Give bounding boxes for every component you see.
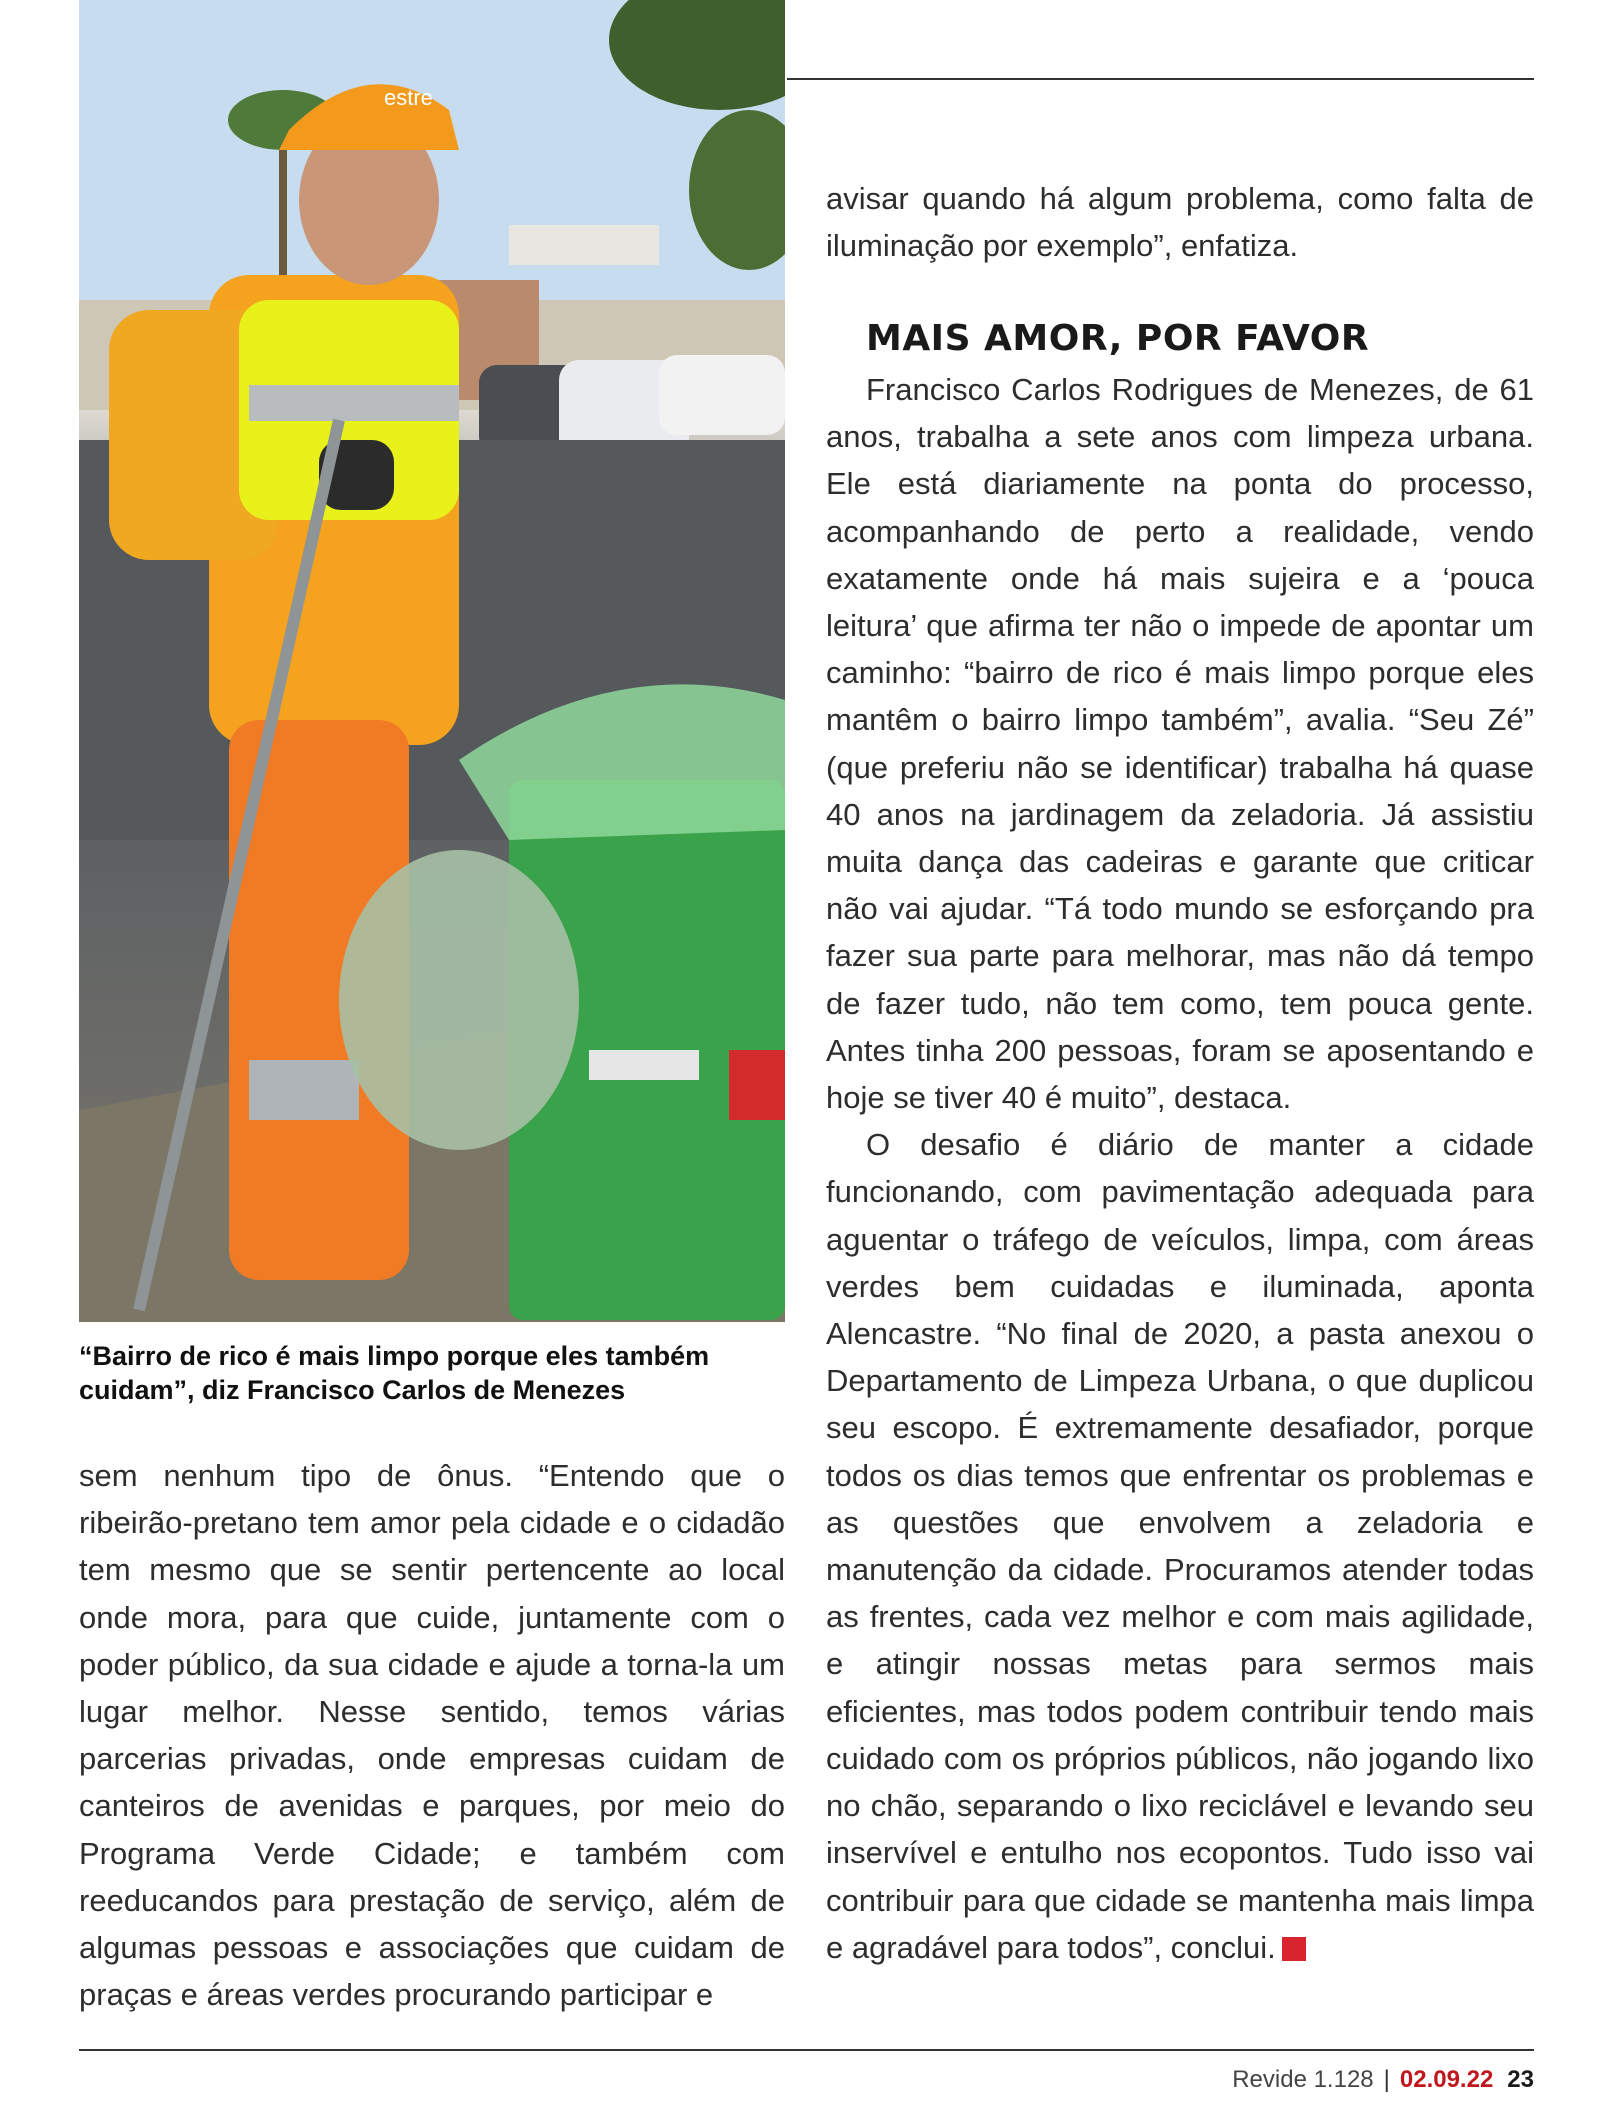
paragraph-2-text: O desafio é diário de manter a cidade funcionando, com pavimentação adequada para aguentar o tráfego de veículos, limpa, com áreas verdes bem cuidadas e iluminada, aponta Alencastre. “No final de 2020, a pasta anexou o Departamento de Limpeza Urbana, o que duplicou seu escopo. É extremamente desafiador, porque todos os dias temos que enfrentar os problemas e as questões que envolvem a zeladoria e manutenção da cidade. Procuramos atender todas as frentes, cada vez melhor e com mais agilidade, e atingir nossas metas para sermos mais eficientes, mas todos podem contribuir tendo mais cuidado com os próprios públicos, não jogando lixo no chão, separando o lixo reciclável e levando seu inservível e entulho nos ecopontos. Tudo isso vai contribuir para que cidade se mantenha mais limpa e agradável para todos”, conclui. [826, 1127, 1534, 1965]
right-column-continuation [826, 175, 1534, 269]
left-paragraph: sem nenhum tipo de ônus. “Entendo que o ribeirão-pretano tem amor pela cidade e o cidadão tem mesmo que se sentir pertencente ao local onde mora, para que cuide, juntamente com o poder público, da sua cidade e ajude a torna-la um lugar melhor. Nesse sentido, temos várias parcerias privadas, onde empresas cuidam de canteiros de avenidas e parques, por meio do Programa Verde Cidade; e também com reeducandos para prestação de serviço, além de algumas pessoas e associações que cuidam de praças e áreas verdes procurando participar e [79, 1458, 785, 2013]
page-number: 23 [1507, 2066, 1534, 2093]
cap-logo: estre [384, 85, 433, 110]
paragraph-1: Francisco Carlos Rodrigues de Menezes, de 61 anos, trabalha a sete anos com limpeza urbana. Ele está diariamente na ponta do processo, acompanhando de perto a realidade, vendo exatamente onde há mais sujeira e a ‘pouca leitura’ que afirma ter não o impede de apontar um caminho: “bairro de rico é mais limpo porque eles mantêm o bairro limpo também”, avalia. “Seu Zé” (que preferiu não se identificar) trabalha há quase 40 anos na jardinagem da zeladoria. Já assistiu muita dança das cadeiras e garante que criticar não vai ajudar. “Tá todo mundo se esforçando pra fazer sua parte para melhorar, mas não dá tempo de fazer tudo, não tem como, tem pouca gente. Antes tinha 200 pessoas, foram se aposentando e hoje se tiver 40 é muito”, destaca. [826, 372, 1534, 1116]
issue-date: 02.09.22 [1399, 2066, 1494, 2093]
photo-caption [79, 1339, 785, 1407]
paragraph-2 [826, 1121, 1534, 1971]
caption-line-1: “Bairro de rico é mais limpo porque eles também [79, 1341, 710, 1371]
worker-photo-illustration [79, 0, 785, 1322]
left-column [79, 1452, 785, 2018]
top-rule [787, 78, 1534, 80]
bottom-rule [79, 2049, 1534, 2051]
right-column-body [826, 366, 1534, 1971]
page-footer [1232, 2066, 1534, 2094]
continuation-paragraph: avisar quando há algum problema, como falta de iluminação por exemplo”, enfatiza. [826, 181, 1534, 264]
footer-separator: | [1383, 2066, 1390, 2093]
caption-line-2: cuidam”, diz Francisco Carlos de Menezes [79, 1375, 626, 1405]
end-mark-icon: R [1282, 1937, 1306, 1961]
magazine-issue: Revide 1.128 [1232, 2066, 1374, 2093]
article-photo [79, 0, 785, 1322]
section-heading: MAIS AMOR, POR FAVOR [866, 318, 1370, 359]
